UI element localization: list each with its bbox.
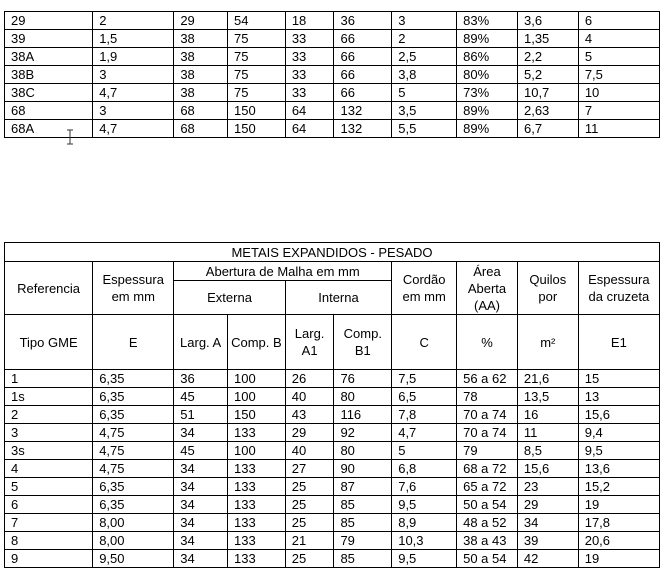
table-cell: 38B bbox=[5, 66, 93, 84]
table-cell: 133 bbox=[228, 514, 286, 532]
table-cell: 6 bbox=[5, 496, 93, 514]
header-interna: Interna bbox=[285, 281, 391, 315]
table-row bbox=[5, 460, 660, 478]
table-cell: 150 bbox=[228, 102, 286, 120]
table-cell: 4,75 bbox=[93, 442, 174, 460]
table-cell: 133 bbox=[228, 478, 286, 496]
table-cell: 85 bbox=[334, 514, 392, 532]
table-cell: 39 bbox=[517, 532, 578, 550]
table-row bbox=[5, 66, 660, 84]
table-cell: 116 bbox=[334, 406, 392, 424]
table-cell: 15,2 bbox=[578, 478, 659, 496]
metais-expandidos-table bbox=[4, 242, 660, 568]
table-cell: 89% bbox=[457, 30, 518, 48]
table-row bbox=[5, 370, 660, 388]
table-cell: 65 a 72 bbox=[457, 478, 518, 496]
table-cell: 8 bbox=[5, 532, 93, 550]
table-cell: 4 bbox=[5, 460, 93, 478]
table-cell: 3 bbox=[93, 102, 174, 120]
table-row bbox=[5, 532, 660, 550]
table-cell: 133 bbox=[228, 532, 286, 550]
table-cell: 5 bbox=[392, 442, 457, 460]
subheader-cell: Larg. A bbox=[174, 315, 228, 370]
table-cell: 76 bbox=[334, 370, 392, 388]
table-cell: 68 bbox=[174, 102, 228, 120]
table-cell: 92 bbox=[334, 424, 392, 442]
table-cell: 6 bbox=[578, 12, 659, 30]
table-cell: 66 bbox=[334, 30, 392, 48]
table-cell: 7,6 bbox=[392, 478, 457, 496]
table-cell: 34 bbox=[174, 496, 228, 514]
table-cell: 11 bbox=[517, 424, 578, 442]
table-cell: 3 bbox=[392, 12, 457, 30]
table-cell: 75 bbox=[228, 30, 286, 48]
table-cell: 45 bbox=[174, 442, 228, 460]
table-cell: 6,35 bbox=[93, 478, 174, 496]
table-cell: 68A bbox=[5, 120, 93, 138]
table-cell: 80% bbox=[457, 66, 518, 84]
header-referencia: Referencia bbox=[5, 262, 93, 315]
table-cell: 90 bbox=[334, 460, 392, 478]
table-cell: 2 bbox=[392, 30, 457, 48]
table-row bbox=[5, 442, 660, 460]
subheader-cell: Comp. B bbox=[228, 315, 286, 370]
table-cell: 48 a 52 bbox=[457, 514, 518, 532]
table-cell: 50 a 54 bbox=[457, 550, 518, 568]
table-cell: 3,8 bbox=[392, 66, 457, 84]
table-cell: 25 bbox=[285, 550, 334, 568]
header-espessura-cruzeta: Espessura da cruzeta bbox=[578, 262, 659, 315]
table-cell: 8,00 bbox=[93, 532, 174, 550]
table-cell: 100 bbox=[228, 442, 286, 460]
table-cell: 75 bbox=[228, 48, 286, 66]
table-cell: 78 bbox=[457, 388, 518, 406]
table-cell: 9,5 bbox=[392, 550, 457, 568]
table-cell: 2 bbox=[5, 406, 93, 424]
table-row bbox=[5, 478, 660, 496]
subheader-cell: Comp. B1 bbox=[334, 315, 392, 370]
table-cell: 36 bbox=[174, 370, 228, 388]
table-cell: 5,2 bbox=[517, 66, 578, 84]
table-cell: 34 bbox=[517, 514, 578, 532]
table-cell: 3,5 bbox=[392, 102, 457, 120]
table-cell: 8,00 bbox=[93, 514, 174, 532]
table-cell: 89% bbox=[457, 102, 518, 120]
table-cell: 21,6 bbox=[517, 370, 578, 388]
top-table bbox=[4, 11, 660, 138]
table-row bbox=[5, 48, 660, 66]
table-cell: 132 bbox=[334, 102, 392, 120]
table-cell: 1s bbox=[5, 388, 93, 406]
table-row bbox=[5, 30, 660, 48]
table-cell: 11 bbox=[578, 120, 659, 138]
table-cell: 7 bbox=[578, 102, 659, 120]
table-cell: 133 bbox=[228, 550, 286, 568]
table-row bbox=[5, 120, 660, 138]
table-cell: 33 bbox=[285, 48, 334, 66]
table-cell: 150 bbox=[228, 120, 286, 138]
table-cell: 132 bbox=[334, 120, 392, 138]
table-cell: 43 bbox=[285, 406, 334, 424]
table-cell: 42 bbox=[517, 550, 578, 568]
table-cell: 133 bbox=[228, 424, 286, 442]
subheader-cell: m² bbox=[517, 315, 578, 370]
table-cell: 56 a 62 bbox=[457, 370, 518, 388]
text-cursor-icon bbox=[66, 129, 74, 145]
table-cell: 23 bbox=[517, 478, 578, 496]
table-cell: 33 bbox=[285, 30, 334, 48]
table-cell: 6,7 bbox=[517, 120, 578, 138]
table-cell: 3,6 bbox=[517, 12, 578, 30]
table-cell: 6,35 bbox=[93, 406, 174, 424]
subheader-cell: Larg. A1 bbox=[285, 315, 334, 370]
table-cell: 10,7 bbox=[517, 84, 578, 102]
table-cell: 38A bbox=[5, 48, 93, 66]
table-cell: 9,5 bbox=[578, 442, 659, 460]
table-cell: 73% bbox=[457, 84, 518, 102]
table-cell: 5 bbox=[392, 84, 457, 102]
table-cell: 45 bbox=[174, 388, 228, 406]
table-cell: 2,63 bbox=[517, 102, 578, 120]
table-row bbox=[5, 424, 660, 442]
table-cell: 6,35 bbox=[93, 496, 174, 514]
table-cell: 13 bbox=[578, 388, 659, 406]
subheader-cell: Tipo GME bbox=[5, 315, 93, 370]
table-cell: 70 a 74 bbox=[457, 424, 518, 442]
table-cell: 29 bbox=[517, 496, 578, 514]
table-cell: 1,9 bbox=[93, 48, 174, 66]
table-cell: 80 bbox=[334, 388, 392, 406]
table-cell: 100 bbox=[228, 370, 286, 388]
table-cell: 7,8 bbox=[392, 406, 457, 424]
table-cell: 6,5 bbox=[392, 388, 457, 406]
table-cell: 38 bbox=[174, 48, 228, 66]
table-cell: 20,6 bbox=[578, 532, 659, 550]
table-cell: 15,6 bbox=[517, 460, 578, 478]
table-cell: 33 bbox=[285, 84, 334, 102]
table-cell: 7,5 bbox=[392, 370, 457, 388]
table-row bbox=[5, 496, 660, 514]
table-cell: 34 bbox=[174, 550, 228, 568]
table-cell: 3 bbox=[5, 424, 93, 442]
table-cell: 6,35 bbox=[93, 370, 174, 388]
table-cell: 3 bbox=[93, 66, 174, 84]
table-cell: 29 bbox=[174, 12, 228, 30]
table-cell: 8,9 bbox=[392, 514, 457, 532]
table-cell: 75 bbox=[228, 84, 286, 102]
header-espessura: Espessura em mm bbox=[93, 262, 174, 315]
table-cell: 15 bbox=[578, 370, 659, 388]
table-cell: 34 bbox=[174, 424, 228, 442]
table-cell: 5 bbox=[5, 478, 93, 496]
table-cell: 4,7 bbox=[392, 424, 457, 442]
table-row bbox=[5, 388, 660, 406]
table-cell: 68 bbox=[5, 102, 93, 120]
table-cell: 100 bbox=[228, 388, 286, 406]
table-cell: 21 bbox=[285, 532, 334, 550]
table-cell: 1 bbox=[5, 370, 93, 388]
table-cell: 64 bbox=[285, 120, 334, 138]
table-cell: 10 bbox=[578, 84, 659, 102]
table-cell: 9,5 bbox=[392, 496, 457, 514]
table-row bbox=[5, 406, 660, 424]
table-row bbox=[5, 12, 660, 30]
table-cell: 6,8 bbox=[392, 460, 457, 478]
subheader-cell: E1 bbox=[578, 315, 659, 370]
table-cell: 16 bbox=[517, 406, 578, 424]
header-cordao: Cordão em mm bbox=[392, 262, 457, 315]
table-cell: 38C bbox=[5, 84, 93, 102]
table-cell: 36 bbox=[334, 12, 392, 30]
table-cell: 26 bbox=[285, 370, 334, 388]
table-cell: 1,35 bbox=[517, 30, 578, 48]
table-cell: 64 bbox=[285, 102, 334, 120]
table-cell: 66 bbox=[334, 48, 392, 66]
table-cell: 1,5 bbox=[93, 30, 174, 48]
table-cell: 83% bbox=[457, 12, 518, 30]
header-quilos: Quilos por bbox=[517, 262, 578, 315]
table-cell: 34 bbox=[174, 532, 228, 550]
table-cell: 86% bbox=[457, 48, 518, 66]
table-cell: 150 bbox=[228, 406, 286, 424]
table-cell: 85 bbox=[334, 550, 392, 568]
table-cell: 3s bbox=[5, 442, 93, 460]
table-cell: 25 bbox=[285, 496, 334, 514]
table-cell: 34 bbox=[174, 460, 228, 478]
table-cell: 38 a 43 bbox=[457, 532, 518, 550]
table-row bbox=[5, 102, 660, 120]
subheader-cell: C bbox=[392, 315, 457, 370]
table-cell: 7 bbox=[5, 514, 93, 532]
table-cell: 70 a 74 bbox=[457, 406, 518, 424]
table-row bbox=[5, 84, 660, 102]
table-cell: 13,5 bbox=[517, 388, 578, 406]
table-cell: 38 bbox=[174, 84, 228, 102]
table-cell: 2 bbox=[93, 12, 174, 30]
table-cell: 133 bbox=[228, 496, 286, 514]
table-cell: 25 bbox=[285, 478, 334, 496]
table-cell: 5,5 bbox=[392, 120, 457, 138]
table-cell: 80 bbox=[334, 442, 392, 460]
subheader-row bbox=[5, 315, 660, 370]
table-cell: 27 bbox=[285, 460, 334, 478]
table-cell: 8,5 bbox=[517, 442, 578, 460]
header-area-aberta: Área Aberta (AA) bbox=[457, 262, 518, 315]
table-row bbox=[5, 514, 660, 532]
table-cell: 7,5 bbox=[578, 66, 659, 84]
header-abertura: Abertura de Malha em mm bbox=[174, 262, 392, 281]
table-cell: 68 bbox=[174, 120, 228, 138]
subheader-cell: E bbox=[93, 315, 174, 370]
table-cell: 19 bbox=[578, 496, 659, 514]
table-cell: 9 bbox=[5, 550, 93, 568]
table-cell: 38 bbox=[174, 30, 228, 48]
table-cell: 4 bbox=[578, 30, 659, 48]
table-cell: 33 bbox=[285, 66, 334, 84]
table-cell: 19 bbox=[578, 550, 659, 568]
table-cell: 85 bbox=[334, 496, 392, 514]
table-cell: 54 bbox=[228, 12, 286, 30]
table-cell: 4,75 bbox=[93, 424, 174, 442]
table-cell: 68 a 72 bbox=[457, 460, 518, 478]
table-cell: 4,75 bbox=[93, 460, 174, 478]
table-cell: 29 bbox=[5, 12, 93, 30]
table-cell: 5 bbox=[578, 48, 659, 66]
table-cell: 18 bbox=[285, 12, 334, 30]
table-cell: 51 bbox=[174, 406, 228, 424]
subheader-cell: % bbox=[457, 315, 518, 370]
table-cell: 15,6 bbox=[578, 406, 659, 424]
table-cell: 29 bbox=[285, 424, 334, 442]
table-cell: 40 bbox=[285, 388, 334, 406]
table-cell: 87 bbox=[334, 478, 392, 496]
table-cell: 50 a 54 bbox=[457, 496, 518, 514]
table-cell: 4,7 bbox=[93, 84, 174, 102]
table-cell: 75 bbox=[228, 66, 286, 84]
table-cell: 2,5 bbox=[392, 48, 457, 66]
table-cell: 38 bbox=[174, 66, 228, 84]
table-cell: 66 bbox=[334, 66, 392, 84]
table-cell: 66 bbox=[334, 84, 392, 102]
table-cell: 6,35 bbox=[93, 388, 174, 406]
table-cell: 40 bbox=[285, 442, 334, 460]
table-cell: 79 bbox=[457, 442, 518, 460]
table-cell: 25 bbox=[285, 514, 334, 532]
table-cell: 79 bbox=[334, 532, 392, 550]
table-cell: 34 bbox=[174, 514, 228, 532]
table-cell: 13,6 bbox=[578, 460, 659, 478]
table-cell: 17,8 bbox=[578, 514, 659, 532]
table-cell: 39 bbox=[5, 30, 93, 48]
table-cell: 9,50 bbox=[93, 550, 174, 568]
header-externa: Externa bbox=[174, 281, 286, 315]
table-row bbox=[5, 550, 660, 568]
table-cell: 2,2 bbox=[517, 48, 578, 66]
table-cell: 9,4 bbox=[578, 424, 659, 442]
table-cell: 10,3 bbox=[392, 532, 457, 550]
table-cell: 34 bbox=[174, 478, 228, 496]
table-title: METAIS EXPANDIDOS - PESADO bbox=[5, 243, 660, 262]
table-cell: 4,7 bbox=[93, 120, 174, 138]
table-cell: 89% bbox=[457, 120, 518, 138]
table-cell: 133 bbox=[228, 460, 286, 478]
